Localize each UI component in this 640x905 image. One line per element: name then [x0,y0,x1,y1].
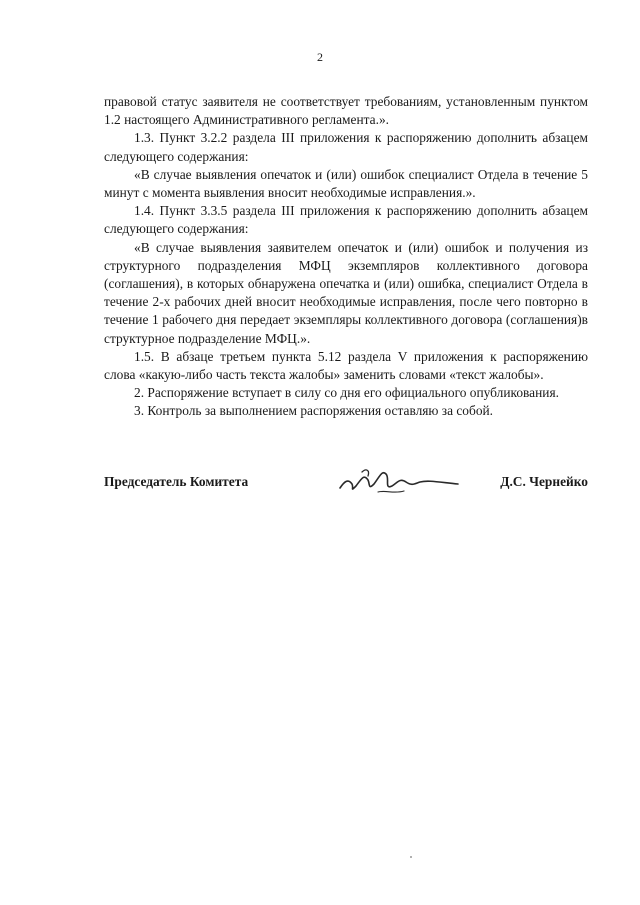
signer-name: Д.С. Чернейко [500,474,588,489]
paragraph-item-1-4: 1.4. Пункт 3.3.5 раздела III приложения к распоряжению дополнить абзацем следующего содержания: [104,203,588,237]
paragraph-item-1-3: 1.3. Пункт 3.2.2 раздела III приложения к распоряжению дополнить абзацем следующего содержания: [104,130,588,164]
scan-speck [410,856,412,858]
paragraph-status-clause: правовой статус заявителя не соответствует требованиям, установленным пунктом 1.2 настоящего Административного регламента.». [104,94,588,128]
signer-title: Председатель Комитета [104,474,249,489]
page-number: 2 [317,50,323,64]
paragraph-item-2: 2. Распоряжение вступает в силу со дня его официального опубликования. [134,385,559,401]
paragraph-quote-1-4: «В случае выявления заявителем опечаток и (или) ошибок и получения из структурного подразделения МФЦ экземпляров коллективного договора (соглашения), в которых обнаружена опечатка и (или) ошибка, специалист Отдела в течение 2-х рабочих дней вносит необходимые исправления, после чего повторно в течение 1 рабочего дня передает экземпляры коллективного договора (соглашения)в структурное подразделение МФЦ.». [104,239,588,346]
signature-block [104,468,588,498]
paragraph-item-3: 3. Контроль за выполнением распоряжения оставляю за собой. [134,403,494,419]
document-body [104,93,588,421]
handwritten-signature [334,464,464,498]
paragraph-quote-1-3: «В случае выявления опечаток и (или) ошибок специалист Отдела в течение 5 минут с момента выявления вносит необходимые исправления.». [104,166,588,201]
paragraph-item-1-5: 1.5. В абзаце третьем пункта 5.12 раздела V приложения к распоряжению слова «какую-либо часть текста жалобы» заменить словами «текст жалобы». [104,348,588,383]
